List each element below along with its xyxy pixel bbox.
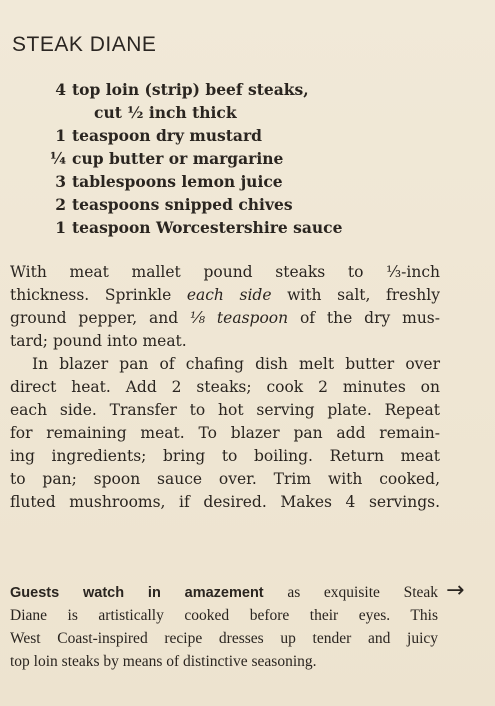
ingredient-text: top loin (strip) beef steaks,	[72, 80, 309, 99]
method-line: each side. Transfer to hot serving plate. Repeat	[10, 401, 440, 419]
method-line: fluted mushrooms, if desired. Makes 4 servings.	[10, 493, 440, 511]
ingredient-quantity: 2	[55, 195, 66, 214]
ingredient-item	[40, 78, 480, 101]
ingredient-quantity: 4	[55, 80, 66, 99]
ingredient-list	[40, 78, 480, 239]
method-line: direct heat. Add 2 steaks; cook 2 minutes on	[10, 378, 440, 396]
method-line	[10, 284, 440, 307]
ingredient-item	[40, 147, 480, 170]
ingredient-text: cup butter or margarine	[72, 149, 284, 168]
arrow-right-icon: →	[446, 578, 465, 603]
caption-line	[10, 581, 438, 604]
method-fragment: with salt, freshly	[271, 286, 441, 304]
ingredient-item	[40, 216, 480, 239]
ingredient-text: tablespoons lemon juice	[72, 172, 283, 191]
method-line: In blazer pan of chafing dish melt butter over	[32, 355, 440, 373]
caption-lead: Guests watch in amazement	[10, 585, 264, 601]
method-fragment: thickness. Sprinkle	[10, 286, 187, 304]
method-fragment: ground pepper, and	[10, 309, 191, 327]
ingredient-quantity: 1	[55, 218, 66, 237]
ingredient-item	[40, 124, 480, 147]
method-fragment: of the dry mus-	[288, 309, 440, 327]
method-emphasis: ⅛ teaspoon	[190, 309, 289, 327]
ingredient-continuation: cut ½ inch thick	[94, 103, 237, 122]
method-line: to pan; spoon sauce over. Trim with cooked,	[10, 470, 440, 488]
method-text	[10, 261, 440, 514]
method-line: tard; pound into meat.	[10, 332, 187, 350]
caption-line: Diane is artistically cooked before their eyes. This	[10, 607, 438, 624]
caption-line: top loin steaks by means of distinctive seasoning.	[10, 653, 317, 670]
method-emphasis: each side	[186, 286, 272, 304]
ingredient-quantity: 3	[55, 172, 66, 191]
method-line: With meat mallet pound steaks to ⅓-inch	[10, 263, 440, 281]
method-line: ing ingredients; bring to boiling. Return meat	[10, 447, 440, 465]
ingredient-item	[40, 193, 480, 216]
method-line: for remaining meat. To blazer pan add remain-	[10, 424, 440, 442]
ingredient-quantity: 1	[55, 126, 66, 145]
method-line	[10, 307, 440, 330]
photo-caption	[10, 581, 438, 673]
ingredient-quantity: ¼	[49, 149, 66, 168]
ingredient-text: teaspoon dry mustard	[72, 126, 262, 145]
ingredient-item	[40, 170, 480, 193]
recipe-title: STEAK DIANE	[12, 33, 157, 56]
caption-line: West Coast-inspired recipe dresses up tender and juicy	[10, 630, 438, 647]
ingredient-text: teaspoon Worcestershire sauce	[72, 218, 343, 237]
ingredient-text: teaspoons snipped chives	[72, 195, 293, 214]
caption-fragment: as exquisite Steak	[263, 584, 439, 601]
